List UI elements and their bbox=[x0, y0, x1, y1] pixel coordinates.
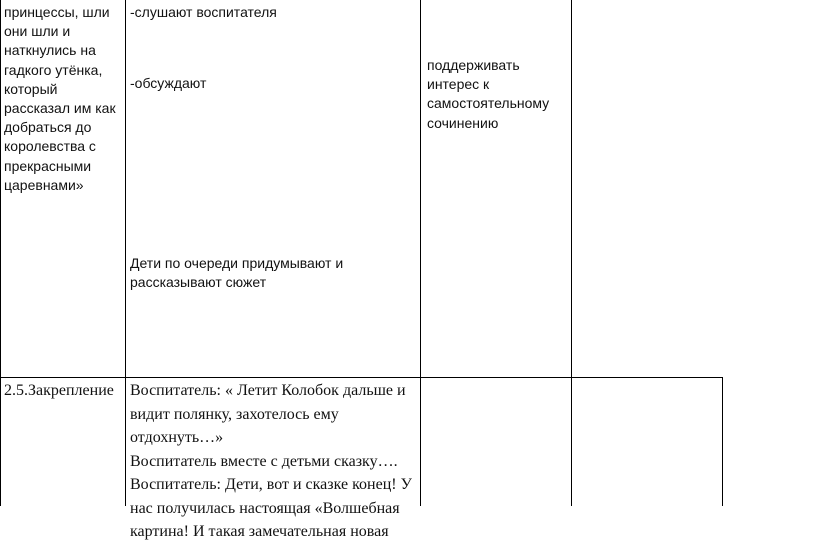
row-1-col-1-text: принцессы, шли они шли и наткнулись на гадкого утёнка, который рассказал им как добраться до королевства с прекрасными царевнами» bbox=[4, 4, 116, 193]
table-divider-col-3 bbox=[571, 0, 572, 506]
row-1-col-2-top-text: -слушают воспитателя bbox=[130, 4, 277, 20]
table-divider-col-1 bbox=[125, 0, 126, 506]
row-1-col-2-mid-text: -обсуждают bbox=[130, 75, 207, 91]
table-border-right bbox=[722, 378, 723, 506]
row-2-col-2-text: Воспитатель: « Летит Колобок дальше и видит полянку, захотелось ему отдохнуть…» Воспитатель вместе с детьми сказку…. Воспитатель: Дети, вот и сказке конец! У нас получилась настоящая «Волшебная картина! И такая замечательная новая bbox=[130, 382, 412, 540]
row-1-col-3-text: поддерживать интерес к самостоятельному сочинению bbox=[427, 57, 550, 131]
row-2-col-1-text: 2.5.Закрепление bbox=[4, 382, 114, 399]
table-border-left bbox=[0, 0, 1, 506]
row-separator bbox=[0, 377, 723, 378]
row-1-col-2-bottom-text: Дети по очереди придумывают и рассказывают сюжет bbox=[130, 255, 344, 291]
table-divider-col-2 bbox=[420, 0, 421, 506]
